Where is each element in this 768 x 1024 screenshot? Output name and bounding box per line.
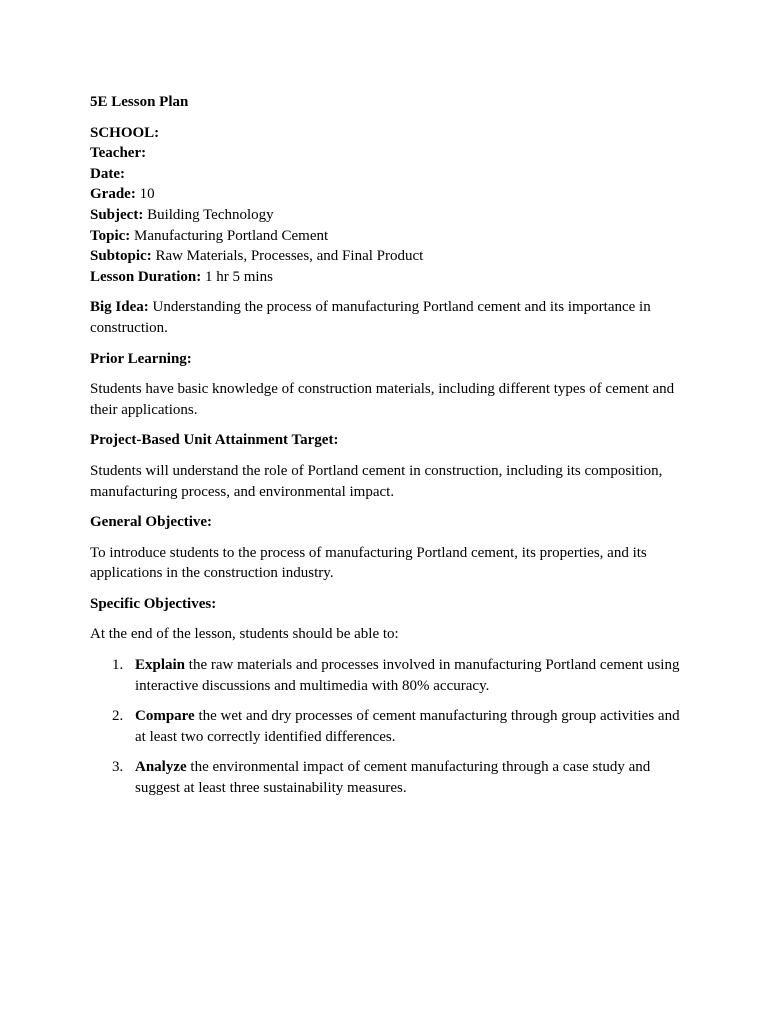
subtopic-label: Subtopic: [90,248,152,265]
specific-objectives-heading: Specific Objectives: [90,595,217,612]
topic-label: Topic: [90,227,131,244]
subject-value: Building Technology [147,206,274,223]
duration-line [90,267,690,288]
objective-verb: Compare [135,708,195,725]
big-idea-text: Understanding the process of manufacturing Portland cement and its importance in construction. [90,299,651,336]
attainment-target-text: Students will understand the role of Portland cement in construction, including its composition, manufacturing process, and environmental impact. [90,462,663,500]
list-number: 3. [112,759,124,776]
specific-objectives-intro: At the end of the lesson, students should be able to: [90,626,399,643]
subject-label: Subject: [90,206,144,223]
topic-value: Manufacturing Portland Cement [134,227,329,244]
objective-text: the environmental impact of cement manufacturing through a case study and suggest at least three sustainability measures. [135,759,651,797]
objective-verb: Explain [135,657,186,674]
list-item [90,706,690,747]
duration-value: 1 hr 5 mins [205,268,273,285]
topic-line [90,226,690,247]
objective-text: the raw materials and processes involved in manufacturing Portland cement using interactive discussions and multimedia with 80% accuracy. [135,657,680,694]
list-number: 1. [112,657,124,674]
general-objective-heading: General Objective: [90,514,213,531]
attainment-target-heading: Project-Based Unit Attainment Target: [90,432,339,449]
lesson-header [90,123,690,288]
document-title: 5E Lesson Plan [90,94,189,110]
grade-value: 10 [139,186,155,203]
document-page [90,92,690,809]
big-idea-label: Big Idea: [90,299,149,316]
grade-label: Grade: [90,186,136,203]
general-objective-text: To introduce students to the process of manufacturing Portland cement, its properties, and its applications in the construction industry. [90,544,647,582]
subtopic-value: Raw Materials, Processes, and Final Product [155,248,424,265]
date-line: Date: [90,165,125,182]
list-number: 2. [112,708,124,725]
objective-verb: Analyze [135,759,187,776]
prior-learning-text: Students have basic knowledge of construction materials, including different types of cement and their applications. [90,381,675,418]
specific-objectives-list [90,655,690,799]
list-item [90,757,690,798]
prior-learning-heading: Prior Learning: [90,350,192,367]
grade-line [90,184,690,205]
objective-text: the wet and dry processes of cement manufacturing through group activities and at least two correctly identified differences. [135,708,680,745]
list-item [90,655,690,696]
subject-line [90,205,690,226]
teacher-line: Teacher: [90,145,147,162]
school-line: SCHOOL: [90,124,160,141]
subtopic-line [90,246,690,267]
duration-label: Lesson Duration: [90,268,202,285]
big-idea [90,297,690,338]
